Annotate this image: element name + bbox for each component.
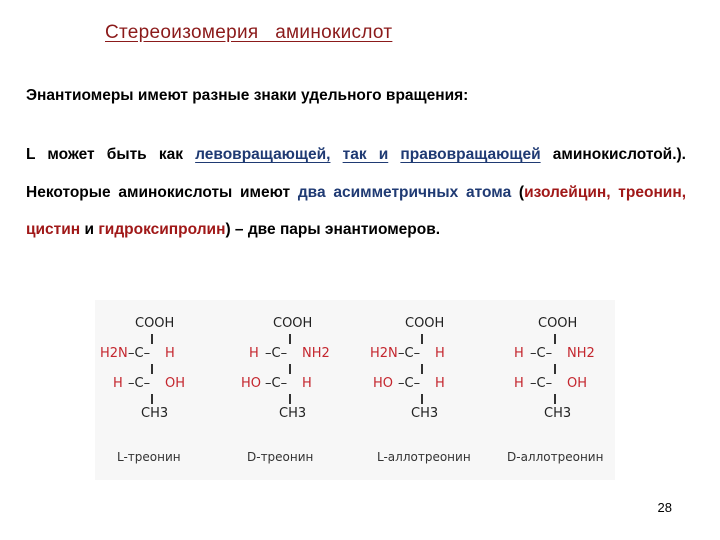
caption-l-allothreonine: L-аллотреонин — [377, 450, 471, 464]
body-paragraph — [26, 136, 686, 249]
structure-l-threonine — [95, 308, 225, 433]
caption-d-threonine: D-треонин — [247, 450, 314, 464]
struct-left-group: HO — [241, 376, 262, 391]
struct-left-group: H2N — [100, 346, 128, 361]
bond — [421, 364, 423, 374]
caption-d-allothreonine: D-аллотреонин — [507, 450, 604, 464]
page-number: 28 — [657, 500, 672, 515]
struct-left-group: H — [514, 376, 524, 391]
term-isoleucine: изолейцин, — [524, 183, 611, 201]
struct-top-group: COOH — [538, 316, 578, 331]
term-and: так и — [342, 146, 389, 163]
para-text: и — [80, 221, 99, 238]
bond — [289, 364, 291, 374]
term-two-asymmetric: два асимметричных — [297, 183, 459, 201]
struct-right-group: NH2 — [567, 346, 595, 361]
struct-left-group: H — [113, 376, 123, 391]
struct-bond-text: –C– — [398, 346, 421, 361]
para-space — [330, 146, 342, 163]
struct-top-group: COOH — [405, 316, 445, 331]
structure-l-allothreonine — [365, 308, 495, 433]
struct-right-group: H — [435, 376, 445, 391]
struct-right-group: H — [435, 346, 445, 361]
slide-title: Стереоизомерия аминокислот — [105, 22, 393, 43]
struct-top-group: COOH — [273, 316, 313, 331]
intro-text: Энантиомеры имеют разные знаки удельного вращения: — [26, 87, 469, 104]
struct-right-group: H — [302, 376, 312, 391]
struct-right-group: OH — [567, 376, 588, 391]
structure-d-allothreonine — [500, 308, 630, 433]
bond — [421, 394, 423, 404]
para-space — [388, 146, 400, 163]
struct-bond-text: –C– — [128, 376, 151, 391]
term-levorotatory: левовращающей, — [195, 146, 331, 163]
para-text: ( — [511, 183, 525, 201]
bond — [421, 334, 423, 344]
struct-left-group: H — [249, 346, 259, 361]
bond — [289, 394, 291, 404]
struct-bottom-group: CH3 — [544, 406, 572, 421]
term-atoms: атома — [466, 183, 512, 201]
struct-bond-text: –C– — [398, 376, 421, 391]
para-text: ) – две пары энантиомеров. — [225, 221, 441, 238]
struct-right-group: OH — [165, 376, 186, 391]
term-dextrorotatory: правовращающей — [400, 146, 541, 163]
struct-bottom-group: CH3 — [141, 406, 169, 421]
struct-bond-text: –C– — [530, 376, 553, 391]
struct-left-group: H — [514, 346, 524, 361]
caption-l-threonine: L-треонин — [117, 450, 181, 464]
para-text: аминокислотой.). Некоторые аминокислоты имеют — [26, 146, 686, 201]
bond — [151, 394, 153, 404]
term-cystine: цистин — [26, 221, 81, 238]
bond — [554, 364, 556, 374]
term-threonine: треонин, — [618, 183, 687, 201]
para-text: L может быть как — [26, 146, 196, 163]
struct-left-group: H2N — [370, 346, 398, 361]
bond — [554, 334, 556, 344]
bond — [554, 394, 556, 404]
struct-bottom-group: CH3 — [411, 406, 439, 421]
para-space — [458, 184, 466, 201]
structure-d-threonine — [235, 308, 365, 433]
threonine-structures-figure — [95, 300, 615, 480]
struct-bond-text: –C– — [265, 376, 288, 391]
struct-bottom-group: CH3 — [279, 406, 307, 421]
struct-top-group: COOH — [135, 316, 175, 331]
struct-left-group: HO — [373, 376, 394, 391]
struct-right-group: H — [165, 346, 175, 361]
struct-right-group: NH2 — [302, 346, 330, 361]
term-hydroxyproline: гидроксипролин — [98, 221, 226, 238]
bond — [151, 364, 153, 374]
struct-bond-text: –C– — [265, 346, 288, 361]
struct-bond-text: –C– — [530, 346, 553, 361]
bond — [151, 334, 153, 344]
bond — [289, 334, 291, 344]
struct-bond-text: –C– — [128, 346, 151, 361]
